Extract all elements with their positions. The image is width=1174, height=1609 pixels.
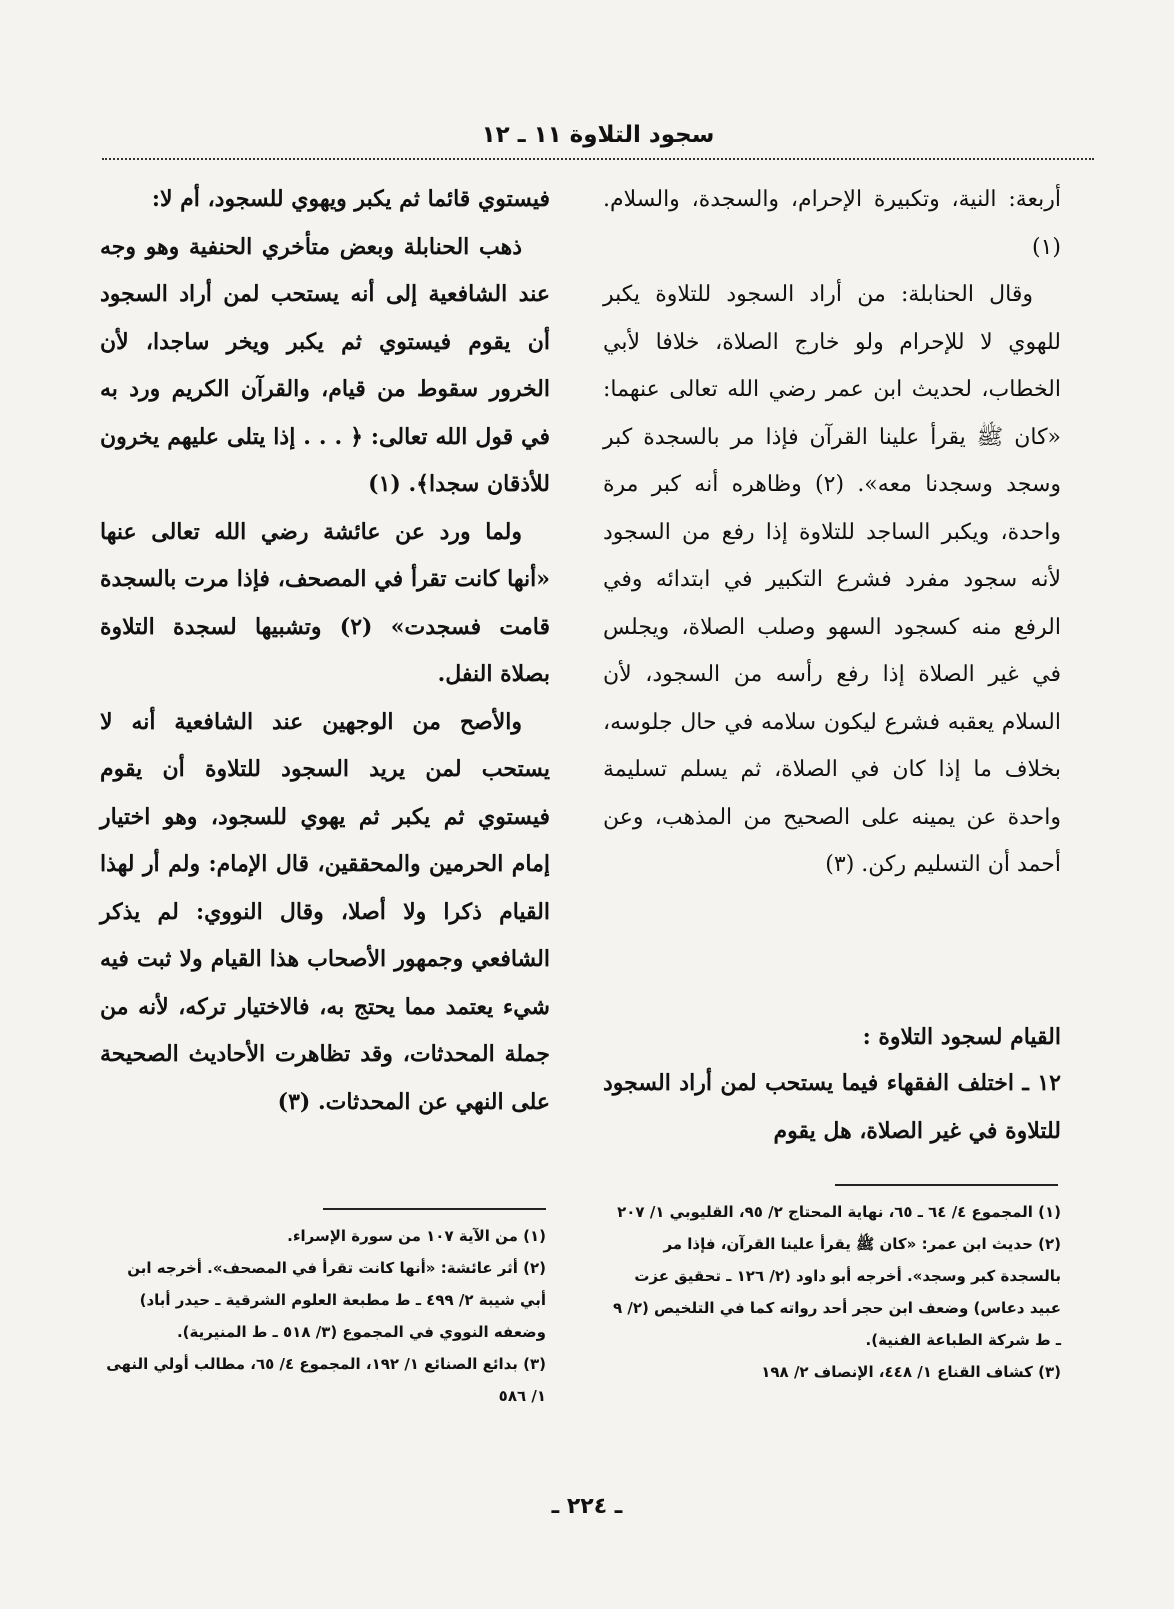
footnote-rule-right xyxy=(835,1184,1058,1186)
right-paragraph-2: وقال الحنابلة: من أراد السجود للتلاوة يكبر للهوي لا للإحرام ولو خارج الصلاة، خلافا لأبي الخطاب، لحديث ابن عمر رضي الله تعالى عنهما: «كان ﷺ يقرأ علينا القرآن فإذا مر بالسجدة كبر وسجد وسجدنا معه». (٢) وظاهره أنه كبر مرة واحدة، ويكبر الساجد للتلاوة إذا رفع من السجود لأنه سجود مفرد فشرع التكبير في ابتدائه وفي الرفع منه كسجود السهو وصلب الصلاة، ويجلس في غير الصلاة إذا رفع رأسه من السجود، لأن السلام يعقبه فشرع ليكون سلامه في حال جلوسه، بخلاف ما إذا كان في الصلاة، ثم يسلم تسليمة واحدة عن يمينه على الصحيح من المذهب، وعن أحمد أن التسليم ركن. (٣) xyxy=(603,282,1061,877)
left-paragraph-1: فيستوي قائما ثم يكبر ويهوي للسجود، أم لا: xyxy=(151,186,550,212)
footnote-left-2: (٢) أثر عائشة: «أنها كانت تقرأ في المصحف». أخرجه ابن أبي شيبة ٢/ ٤٩٩ ـ ط مطبعة العلوم الشرقية ـ حيدر أباد) وضعفه النووي في المجموع (٣/ ٥١٨ ـ ط المنيرية). xyxy=(127,1259,546,1341)
left-paragraph-2: ذهب الحنابلة وبعض متأخري الحنفية وهو وجه عند الشافعية إلى أنه يستحب لمن أراد السجود أن يقوم فيستوي ثم يكبر ويخر ساجدا، لأن الخرور سقوط من قيام، والقرآن الكريم ورد به في قول الله تعالى: ﴿ . . . إذا يتلى عليهم يخرون للأذقان سجدا﴾. (١) xyxy=(100,233,550,497)
left-paragraph-4: والأصح من الوجهين عند الشافعية أنه لا يستحب لمن يريد السجود للتلاوة أن يقوم فيستوي ثم يكبر ثم يهوي للسجود، وهو اختيار إمام الحرمين والمحققين، قال الإمام: ولم أر لهذا القيام ذكرا ولا أصلا، وقال النووي: لم يذكر الشافعي وجمهور الأصحاب هذا القيام ولا ثبت فيه شيء يعتمد مما يحتج به، فالاختيار تركه، لأنه من جملة المحدثات، وقد تظاهرت الأحاديث الصحيحة على النهي عن المحدثات. (٣) xyxy=(100,708,550,1115)
footnote-rule-left xyxy=(323,1208,546,1210)
footnote-right-1: (١) المجموع ٤/ ٦٤ ـ ٦٥، نهاية المحتاج ٢/ ٩٥، القليوبي ١/ ٢٠٧ xyxy=(617,1203,1061,1221)
page-number: ـ ٢٢٤ ـ xyxy=(551,1494,623,1519)
page-header-title: سجود التلاوة ١١ ـ ١٢ xyxy=(481,122,715,148)
footnotes-left xyxy=(98,1220,546,1412)
left-column xyxy=(100,176,550,1126)
left-paragraph-3: ولما ورد عن عائشة رضي الله تعالى عنها «أنها كانت تقرأ في المصحف، فإذا مرت بالسجدة قامت فسجدت» (٢) وتشبيها لسجدة التلاوة بصلاة النفل. xyxy=(100,518,551,687)
header-dotted-rule xyxy=(102,158,1094,160)
right-section-paragraph: ١٢ ـ اختلف الفقهاء فيما يستحب لمن أراد السجود للتلاوة في غير الصلاة، هل يقوم xyxy=(603,1070,1061,1144)
footnote-right-2: (٢) حديث ابن عمر: «كان ﷺ يقرأ علينا القرآن، فإذا مر بالسجدة كبر وسجد». أخرجه أبو داود (٢/ ١٢٦ ـ تحقيق عزت عبيد دعاس) وضعف ابن حجر أحد رواته كما في التلخيص (٢/ ٩ ـ ط شركة الطباعة الفنية). xyxy=(612,1235,1061,1349)
section-heading: القيام لسجود التلاوة : xyxy=(862,1024,1061,1050)
footnote-left-3: (٣) بدائع الصنائع ١/ ١٩٢، المجموع ٤/ ٦٥، مطالب أولي النهى ١/ ٥٨٦ xyxy=(106,1355,546,1405)
right-column xyxy=(603,176,1061,889)
right-paragraph-1: أربعة: النية، وتكبيرة الإحرام، والسجدة، والسلام. (١) xyxy=(603,187,1061,260)
footnote-left-1: (١) من الآية ١٠٧ من سورة الإسراء. xyxy=(287,1227,546,1245)
footnotes-right xyxy=(603,1196,1061,1388)
footnote-right-3: (٣) كشاف القناع ١/ ٤٤٨، الإنصاف ٢/ ١٩٨ xyxy=(761,1363,1061,1381)
